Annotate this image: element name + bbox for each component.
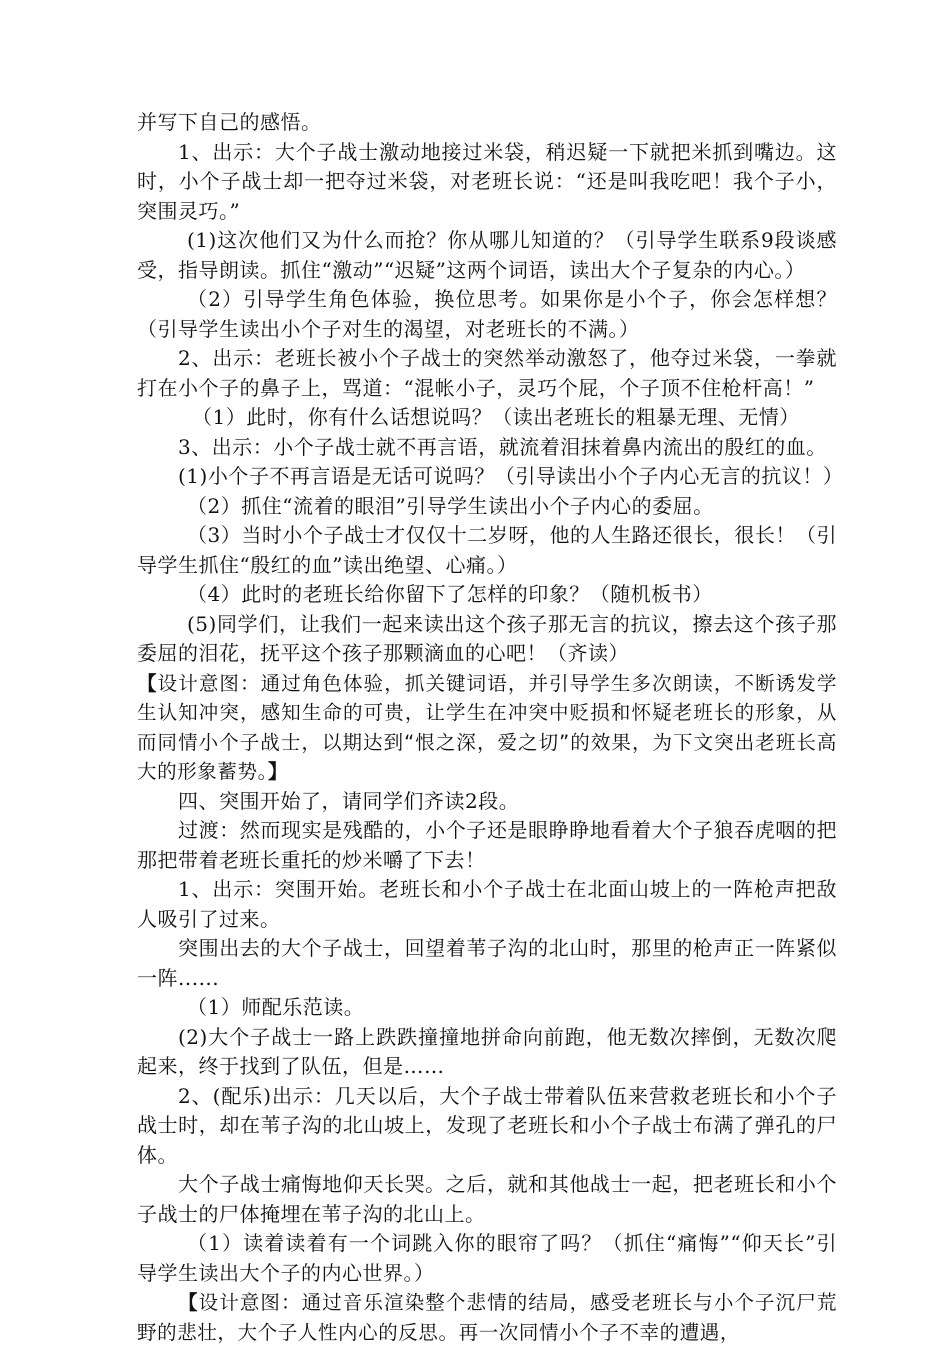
paragraph-breakout-show-2: 2、(配乐)出示：几天以后，大个子战士带着队伍来营救老班长和小个子战士时，却在苇子沟的北山坡上，发现了老班长和小个子战士布满了弹孔的尸体。: [137, 1083, 837, 1167]
design-intent-1-close: 】: [267, 760, 289, 783]
paragraph-question-2-1: （1）此时，你有什么话想说吗？（读出老班长的粗暴无理、无情）: [192, 405, 800, 429]
paragraph-question-1-1: (1)这次他们又为什么而抢？你从哪儿知道的？（引导学生联系9段谈感受，指导朗读。抓住“激动”“迟疑”这两个词语，读出大个子复杂的内心。）: [137, 228, 837, 282]
paragraph-breakout-question-1: （1）师配乐范读。: [187, 995, 365, 1019]
design-intent-1: [137, 669, 837, 787]
design-intent-1-text: 设计意图：通过角色体验，抓关键词语，并引导学生多次朗读，不断诱发学生认知冲突，感知生命的可贵，让学生在冲突中贬损和怀疑老班长的形象，从而同情小个子战士，以期达到“恨之深，爱之切”的效果，为下文突出老班长高大的形象蓄势。: [137, 671, 837, 783]
paragraph-question-3-1: (1)小个子不再言语是无话可说吗？（引导读出小个子内心无言的抗议！）: [178, 464, 844, 488]
paragraph-question-1-2: （2）引导学生角色体验，换位思考。如果你是小个子，你会怎样想？（引导学生读出小个子对生的渴望，对老班长的不满。）: [137, 287, 837, 341]
paragraph-breakout-question-3: （1）读着读着有一个词跳入你的眼帘了吗？（抓住“痛悔”“仰天长”引导学生读出大个子的内心世界。）: [137, 1231, 837, 1285]
paragraph-show-1: 1、出示：大个子战士激动地接过米袋，稍迟疑一下就把米抓到嘴边。这时，小个子战士却一把夺过米袋，对老班长说：“还是叫我吃吧！我个子小，突围灵巧。”: [137, 139, 837, 223]
design-intent-1-open: 【: [137, 671, 158, 695]
paragraph-breakout-show-1: 1、出示：突围开始。老班长和小个子战士在北面山坡上的一阵枪声把敌人吸引了过来。: [137, 877, 837, 931]
paragraph-question-3-4: （4）此时的老班长给你留下了怎样的印象？（随机板书）: [187, 582, 713, 606]
paragraph-intro: 并写下自己的感悟。: [137, 110, 322, 134]
paragraph-question-3-2: （2）抓住“流着的眼泪”引导学生读出小个子内心的委屈。: [187, 493, 714, 518]
paragraph-show-3: 3、出示：小个子战士就不再言语，就流着泪抹着鼻内流出的殷红的血。: [178, 434, 827, 459]
paragraph-show-2: 2、出示：老班长被小个子战士的突然举动激怒了，他夺过米袋，一拳就打在小个子的鼻子上，骂道：“混帐小子，灵巧个屁，个子顶不住枪杆高！”: [137, 346, 837, 400]
design-intent-2-text: 设计意图：通过音乐渲染整个悲情的结局，感受老班长与小个子沉尸荒野的悲壮，大个子人性内心的反思。再一次同情小个子不幸的遭遇，: [137, 1291, 837, 1344]
paragraph-question-3-3: （3）当时小个子战士才仅仅十二岁呀，他的人生路还很长，很长！（引导学生抓住“殷红的血”读出绝望、心痛。）: [137, 523, 837, 577]
paragraph-question-3-5: (5)同学们，让我们一起来读出这个孩子那无言的抗议，擦去这个孩子那委屈的泪花，抚平这个孩子那颗滴血的心吧！（齐读）: [137, 611, 837, 665]
paragraph-breakout-question-2: (2)大个子战士一路上跌跌撞撞地拼命向前跑，他无数次摔倒，无数次爬起来，终于找到了队伍，但是……: [137, 1024, 837, 1078]
paragraph-transition: 过渡：然而现实是残酷的，小个子还是眼睁睁地看着大个子狼吞虎咽的把那把带着老班长重托的炒米嚼了下去！: [137, 818, 837, 872]
paragraph-section-4: 四、突围开始了，请同学们齐读2段。: [178, 788, 520, 813]
paragraph-breakout-text: 突围出去的大个子战士，回望着苇子沟的北山时，那里的枪声正一阵紧似一阵......: [137, 936, 837, 990]
document-page: [137, 108, 844, 1347]
paragraph-breakout-mourn: 大个子战士痛悔地仰天长哭。之后，就和其他战士一起，把老班长和小个子战士的尸体掩埋在苇子沟的北山上。: [137, 1172, 837, 1226]
design-intent-2-open: 【: [178, 1291, 199, 1314]
design-intent-2: [137, 1288, 837, 1347]
